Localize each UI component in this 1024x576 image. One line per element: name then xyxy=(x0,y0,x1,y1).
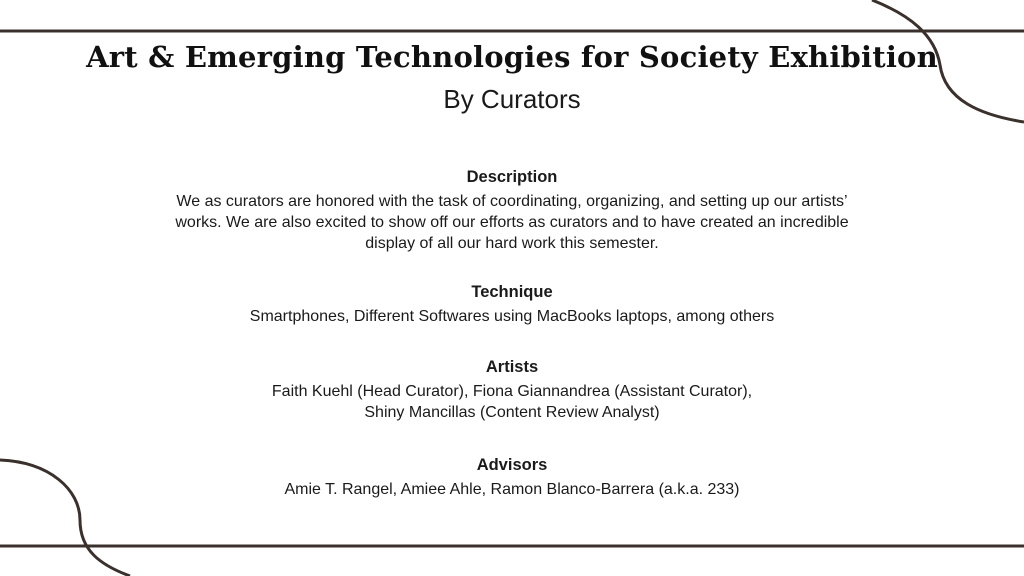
artists-line: Faith Kuehl (Head Curator), Fiona Giannandrea (Assistant Curator), xyxy=(271,383,753,400)
advisors-line: Amie T. Rangel, Amiee Ahle, Ramon Blanco-Barrera (a.k.a. 233) xyxy=(284,481,740,498)
description-line: We as curators are honored with the task of coordinating, organizing, and setting up our artists’ xyxy=(176,193,848,210)
advisors-text xyxy=(90,479,934,500)
technique-text xyxy=(90,306,934,327)
advisors-section xyxy=(90,456,934,500)
technique-heading: Technique xyxy=(471,283,553,301)
page-title: Art & Emerging Technologies for Society Exhibition xyxy=(86,40,938,74)
advisors-heading: Advisors xyxy=(476,456,548,474)
artists-text xyxy=(90,381,934,423)
description-section xyxy=(90,168,934,254)
artists-heading: Artists xyxy=(485,358,539,376)
artists-section xyxy=(90,358,934,423)
description-line: works. We are also excited to show off our efforts as curators and to have created an incredible xyxy=(175,214,849,231)
page-subtitle: By Curators xyxy=(443,84,581,114)
technique-section xyxy=(90,283,934,327)
description-heading: Description xyxy=(466,168,558,186)
technique-line: Smartphones, Different Softwares using MacBooks laptops, among others xyxy=(249,308,775,325)
artists-line: Shiny Mancillas (Content Review Analyst) xyxy=(364,404,660,421)
description-text xyxy=(90,191,934,254)
description-line: display of all our hard work this semester. xyxy=(365,235,659,252)
